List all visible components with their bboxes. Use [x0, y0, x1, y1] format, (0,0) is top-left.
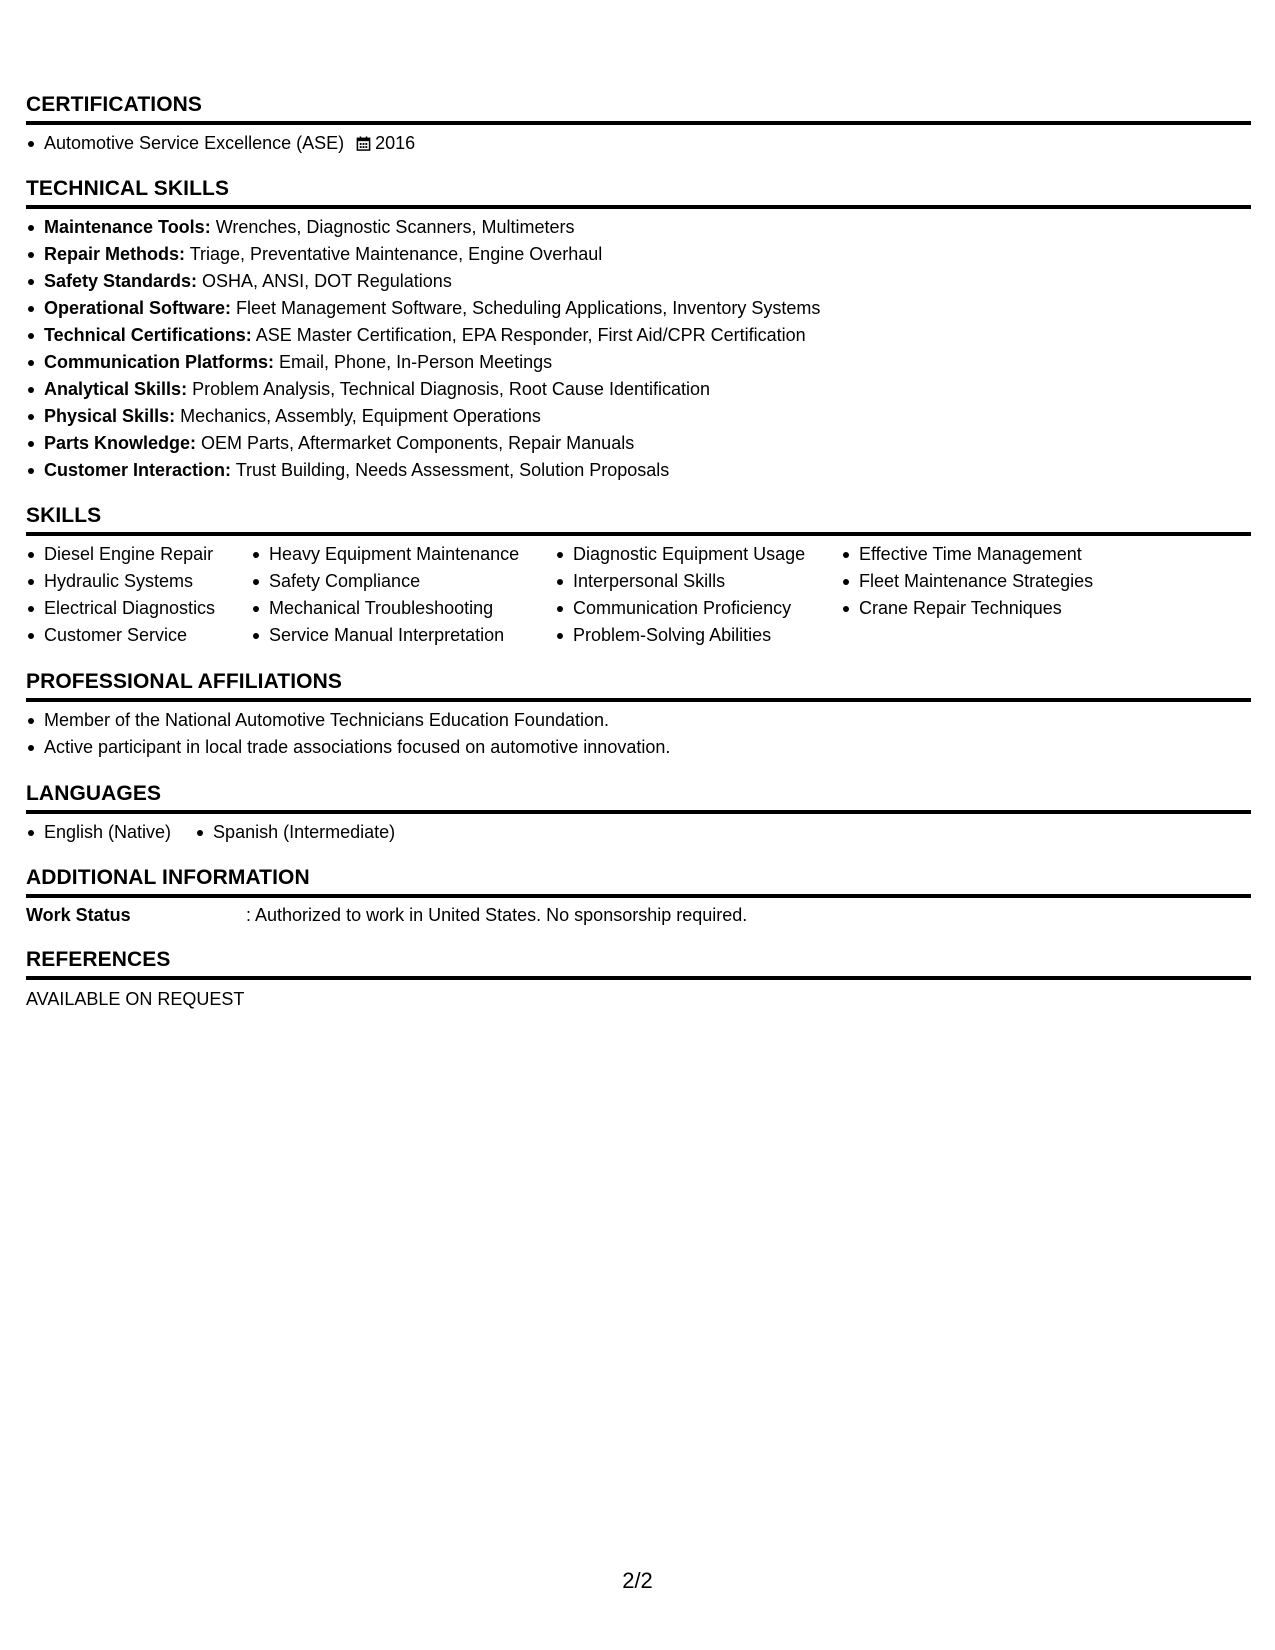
skill-item: Diesel Engine Repair: [26, 541, 251, 568]
technical-skill-label: Physical Skills:: [44, 406, 176, 426]
additional-info-section: [26, 865, 1251, 929]
technical-skill-value: OSHA, ANSI, DOT Regulations: [197, 271, 452, 291]
skill-item: Heavy Equipment Maintenance: [251, 541, 555, 568]
technical-skill-item: [26, 457, 1251, 484]
technical-skill-item: [26, 322, 1251, 349]
technical-skill-label: Operational Software:: [44, 298, 232, 318]
technical-skill-label: Safety Standards:: [44, 271, 198, 291]
skill-item: Effective Time Management: [841, 541, 1141, 568]
additional-info-heading: ADDITIONAL INFORMATION: [26, 865, 1251, 898]
skills-heading: SKILLS: [26, 503, 1251, 536]
technical-skill-item: [26, 430, 1251, 457]
technical-skill-value: Fleet Management Software, Scheduling Applications, Inventory Systems: [231, 298, 821, 318]
skills-grid: [26, 541, 1251, 649]
skills-column: [555, 541, 841, 649]
technical-skill-label: Technical Certifications:: [44, 325, 252, 345]
technical-skill-value: Mechanics, Assembly, Equipment Operations: [175, 406, 541, 426]
skill-item: Customer Service: [26, 622, 251, 649]
certifications-section: [26, 92, 1251, 157]
skill-item: Fleet Maintenance Strategies: [841, 568, 1141, 595]
page-number: 2/2: [622, 1568, 653, 1593]
technical-skills-section: [26, 176, 1251, 484]
languages-heading: LANGUAGES: [26, 781, 1251, 814]
technical-skill-item: [26, 268, 1251, 295]
work-status-label: Work Status: [26, 905, 131, 925]
skill-item: Safety Compliance: [251, 568, 555, 595]
skill-item: Diagnostic Equipment Usage: [555, 541, 841, 568]
references-text: AVAILABLE ON REQUEST: [26, 989, 245, 1009]
skill-item: Hydraulic Systems: [26, 568, 251, 595]
technical-skill-label: Repair Methods:: [44, 244, 186, 264]
affiliation-item: Active participant in local trade associations focused on automotive innovation.: [26, 734, 1251, 761]
technical-skill-label: Maintenance Tools:: [44, 217, 211, 237]
affiliations-heading: PROFESSIONAL AFFILIATIONS: [26, 669, 1251, 702]
calendar-icon: [356, 136, 371, 151]
technical-skill-value: Email, Phone, In-Person Meetings: [274, 352, 553, 372]
technical-skill-value: OEM Parts, Aftermarket Components, Repair Manuals: [196, 433, 635, 453]
technical-skill-item: [26, 241, 1251, 268]
technical-skill-item: [26, 349, 1251, 376]
skills-column: [26, 541, 251, 649]
skill-item: Electrical Diagnostics: [26, 595, 251, 622]
skill-item: Service Manual Interpretation: [251, 622, 555, 649]
technical-skill-label: Analytical Skills:: [44, 379, 188, 399]
work-status-row: [26, 902, 1251, 929]
technical-skill-item: [26, 376, 1251, 403]
languages-list: [26, 819, 1251, 846]
technical-skill-value: Triage, Preventative Maintenance, Engine Overhaul: [185, 244, 603, 264]
certification-year: 2016: [375, 133, 416, 153]
skill-item: Crane Repair Techniques: [841, 595, 1141, 622]
technical-skill-item: [26, 403, 1251, 430]
technical-skill-label: Customer Interaction:: [44, 460, 232, 480]
technical-skill-value: Problem Analysis, Technical Diagnosis, Root Cause Identification: [187, 379, 711, 399]
technical-skill-item: [26, 214, 1251, 241]
affiliation-item: Member of the National Automotive Technicians Education Foundation.: [26, 707, 1251, 734]
technical-skills-heading: TECHNICAL SKILLS: [26, 176, 1251, 209]
technical-skill-item: [26, 295, 1251, 322]
skills-column: [841, 541, 1141, 649]
language-item: Spanish (Intermediate): [195, 819, 395, 846]
skills-section: [26, 503, 1251, 649]
language-item: English (Native): [26, 819, 171, 846]
technical-skills-list: [26, 214, 1251, 484]
certification-item: [26, 130, 1251, 157]
skill-item: Communication Proficiency: [555, 595, 841, 622]
skill-item: Interpersonal Skills: [555, 568, 841, 595]
certifications-heading: CERTIFICATIONS: [26, 92, 1251, 125]
certifications-list: [26, 130, 1251, 157]
references-heading: REFERENCES: [26, 947, 1251, 980]
technical-skill-label: Parts Knowledge:: [44, 433, 197, 453]
skills-column: [251, 541, 555, 649]
skill-item: Problem-Solving Abilities: [555, 622, 841, 649]
technical-skill-value: Wrenches, Diagnostic Scanners, Multimeters: [210, 217, 575, 237]
languages-section: [26, 781, 1251, 846]
certification-name: Automotive Service Excellence (ASE): [44, 133, 345, 153]
technical-skill-label: Communication Platforms:: [44, 352, 275, 372]
affiliations-list: [26, 707, 1251, 761]
technical-skill-value: Trust Building, Needs Assessment, Solution Proposals: [231, 460, 670, 480]
work-status-value: : Authorized to work in United States. No sponsorship required.: [246, 905, 748, 925]
skill-item: Mechanical Troubleshooting: [251, 595, 555, 622]
technical-skill-value: ASE Master Certification, EPA Responder, First Aid/CPR Certification: [251, 325, 806, 345]
references-section: [26, 947, 1251, 1013]
affiliations-section: [26, 669, 1251, 761]
